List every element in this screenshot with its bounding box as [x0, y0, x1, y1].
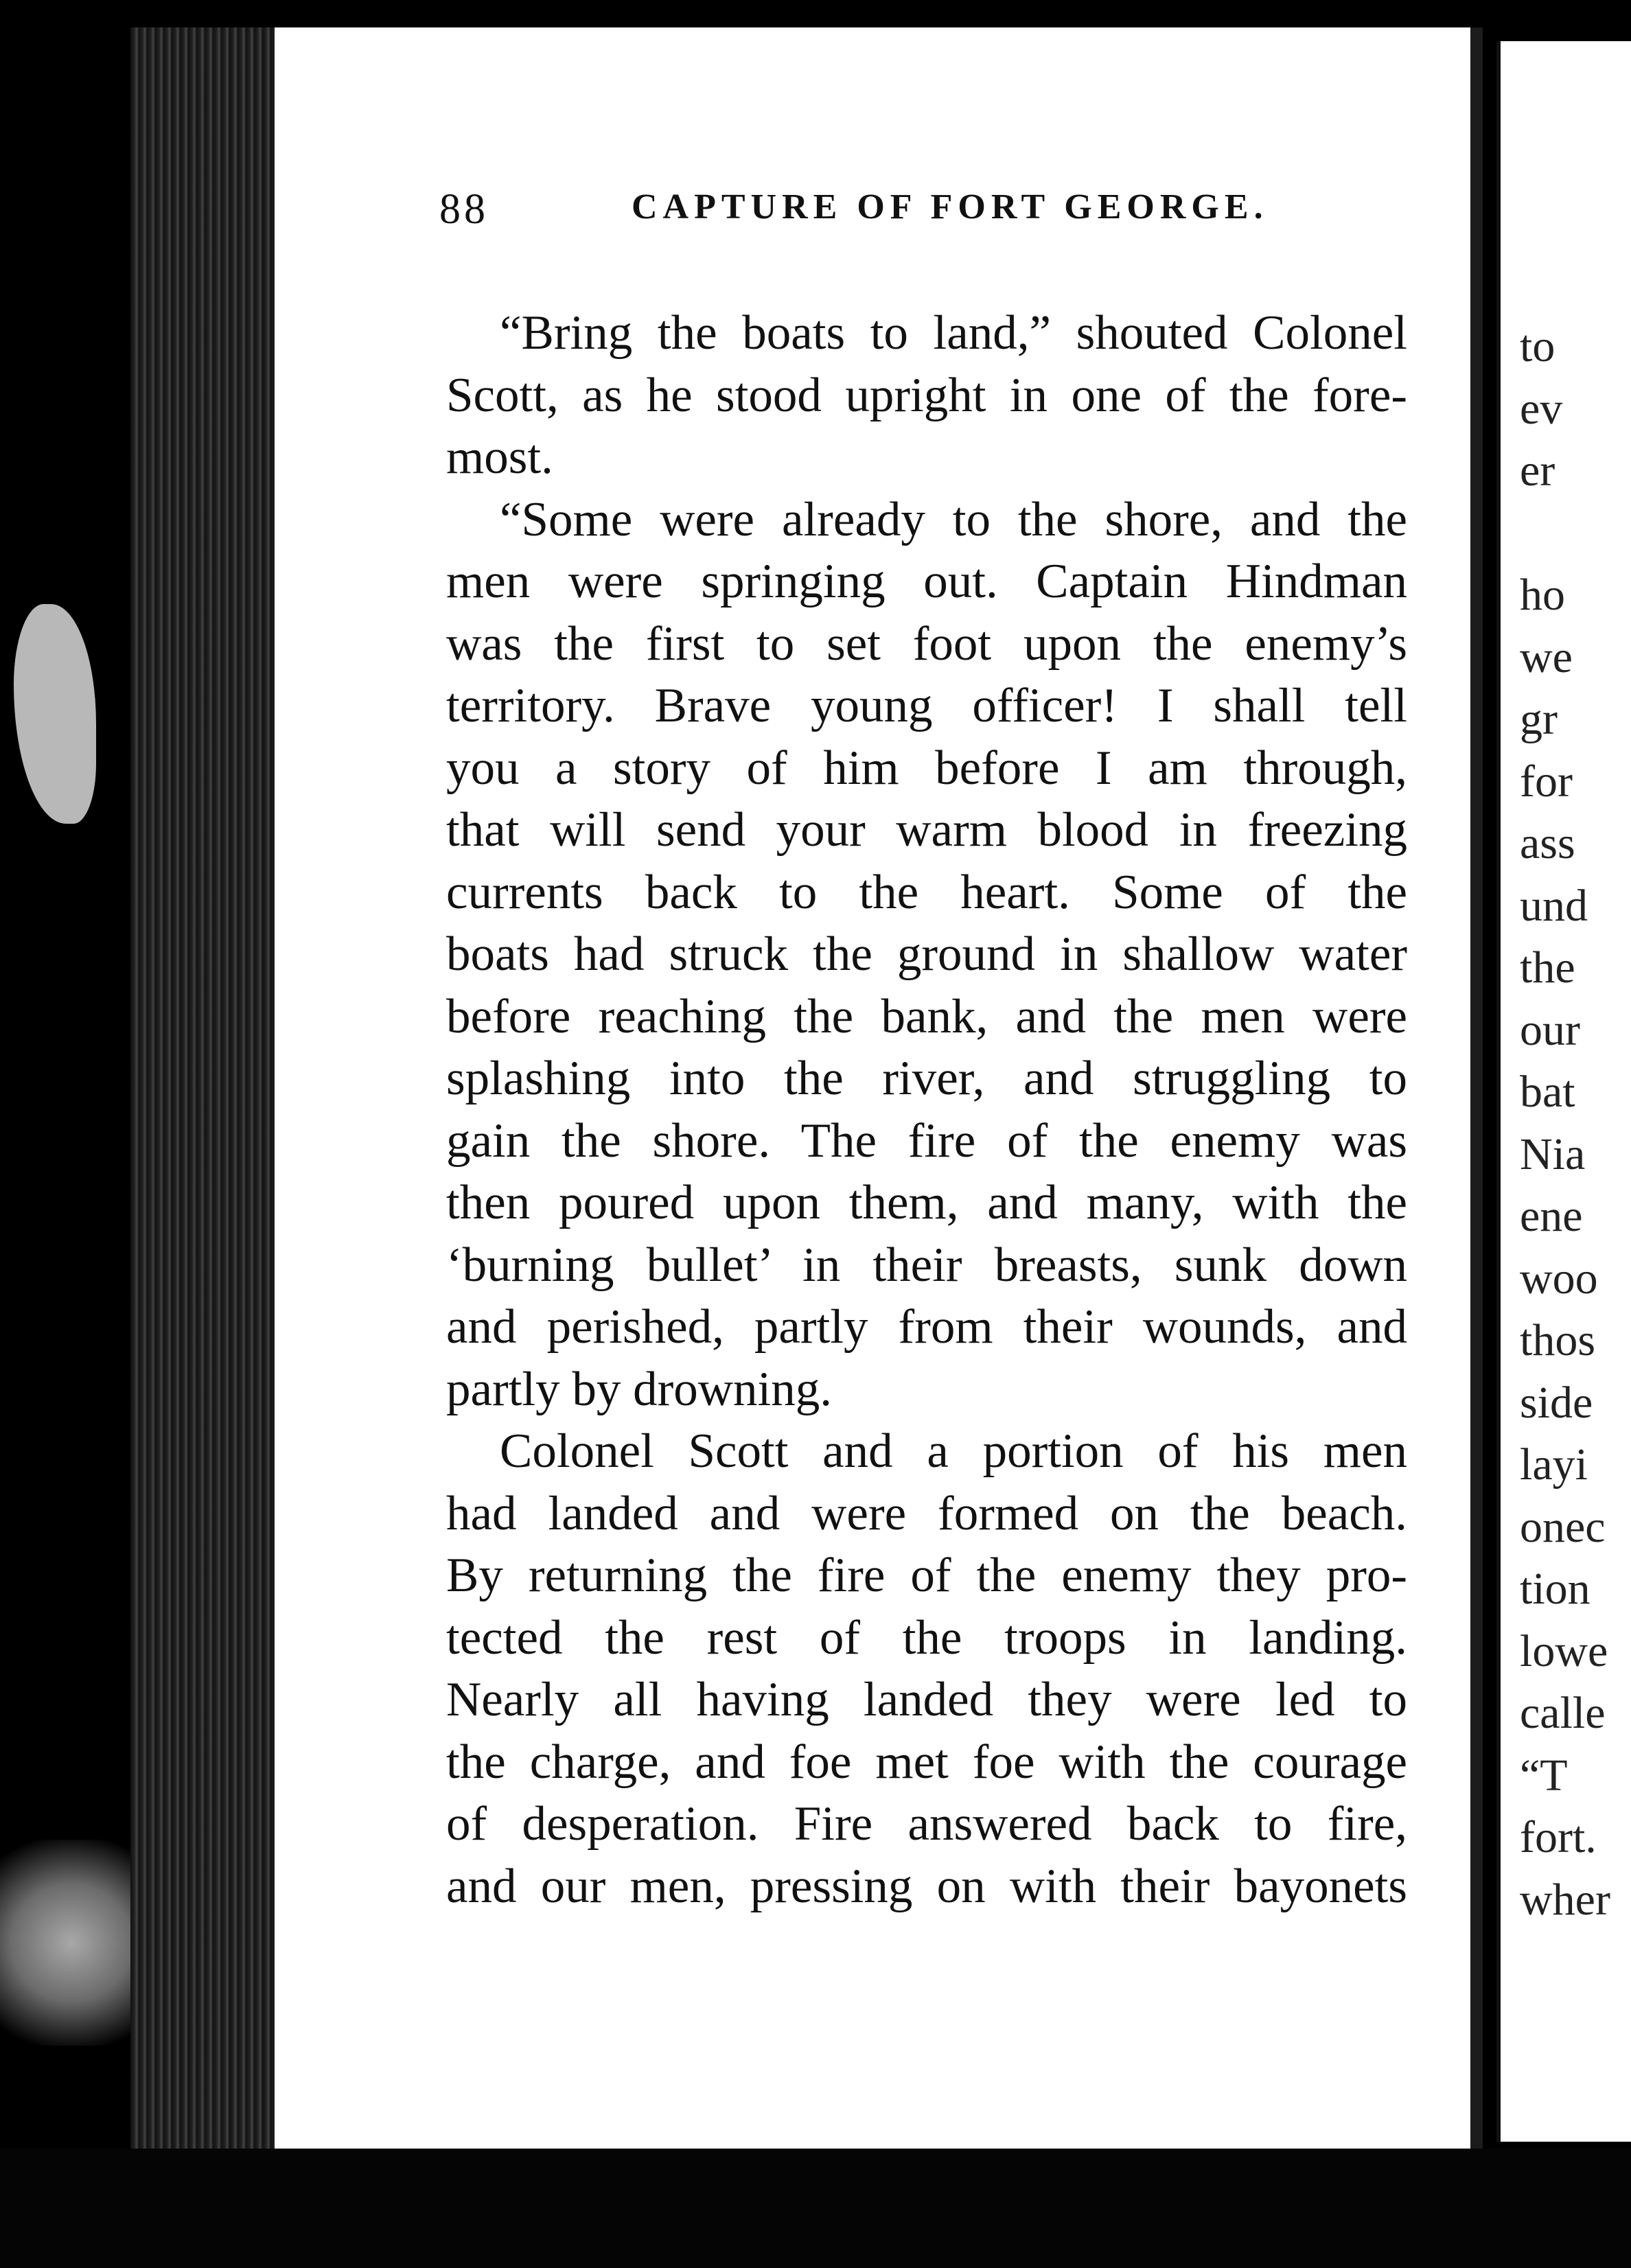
text-fragment: bat: [1520, 1067, 1575, 1117]
text-line: that will send your warm blood in freezing: [446, 803, 1407, 857]
text-line: gain the shore. The fire of the enemy was: [446, 1113, 1407, 1168]
text-line: and our men, pressing on with their bayonets: [446, 1859, 1407, 1913]
text-fragment: woo: [1520, 1253, 1598, 1304]
text-fragment: side: [1520, 1377, 1593, 1428]
text-fragment: ev: [1520, 383, 1563, 434]
text-fragment: er: [1520, 445, 1555, 496]
text-fragment: the: [1520, 942, 1575, 993]
text-line: Colonel Scott and a portion of his men: [500, 1424, 1407, 1478]
text-line: had landed and were formed on the beach.: [446, 1486, 1407, 1540]
text-fragment: our: [1520, 1004, 1580, 1055]
text-fragment: ass: [1520, 818, 1575, 868]
text-line: currents back to the heart. Some of the: [446, 865, 1407, 919]
text-line: then poured upon them, and many, with the: [446, 1176, 1407, 1229]
text-line: before reaching the bank, and the men were: [446, 989, 1407, 1043]
running-head: CAPTURE OF FORT GEORGE.: [632, 187, 1269, 227]
text-fragment: “T: [1520, 1750, 1568, 1801]
text-line: territory. Brave young officer! I shall tell: [446, 679, 1407, 732]
text-fragment: calle: [1520, 1688, 1606, 1738]
text-fragment: tion: [1520, 1564, 1590, 1614]
text-line: men were springing out. Captain Hindman: [446, 555, 1407, 608]
text-fragment: onec: [1520, 1501, 1606, 1552]
text-fragment: ene: [1520, 1191, 1583, 1241]
text-line: the charge, and foe met foe with the courage: [446, 1735, 1407, 1789]
text-fragment: for: [1520, 756, 1573, 807]
text-fragment: ho: [1520, 570, 1565, 620]
text-fragment: gr: [1520, 694, 1558, 744]
paper-stain: [14, 604, 96, 824]
text-fragment: lowe: [1520, 1625, 1608, 1676]
right-page-cropped: [1496, 41, 1631, 2142]
text-line: “Some were already to the shore, and the: [500, 492, 1407, 546]
text-fragment: Nia: [1520, 1129, 1586, 1179]
text-line: Scott, as he stood upright in one of the fore-: [446, 368, 1407, 422]
text-line: tected the rest of the troops in landing.: [446, 1610, 1407, 1665]
text-line: “Bring the boats to land,” shouted Colonel: [500, 306, 1407, 360]
text-line: Nearly all having landed they were led to: [446, 1673, 1407, 1726]
text-fragment: [1520, 502, 1631, 565]
text-fragment: to: [1520, 321, 1555, 371]
text-line: ‘burning bullet’ in their breasts, sunk down: [446, 1238, 1407, 1292]
text-line: of desperation. Fire answered back to fire,: [446, 1797, 1407, 1851]
right-page-text: [1520, 316, 1631, 1931]
text-fragment: wher: [1520, 1874, 1610, 1925]
text-fragment: fort.: [1520, 1812, 1597, 1862]
text-line: splashing into the river, and struggling to: [446, 1052, 1407, 1105]
text-line: was the first to set foot upon the enemy’s: [446, 616, 1407, 671]
text-fragment: layi: [1520, 1439, 1588, 1490]
text-line: you a story of him before I am through,: [446, 741, 1407, 795]
text-line: most.: [446, 430, 553, 484]
book-page-edges: [130, 27, 275, 2149]
text-fragment: thos: [1520, 1315, 1596, 1365]
body-text: [446, 302, 1407, 1917]
text-fragment: und: [1520, 880, 1588, 931]
page-header: [439, 185, 1366, 247]
text-fragment: we: [1520, 632, 1573, 682]
text-line: boats had struck the ground in shallow water: [446, 927, 1407, 981]
text-line: By returning the fire of the enemy they pro-: [446, 1549, 1407, 1602]
scan-bottom-border: [0, 2149, 1631, 2268]
left-page: [275, 27, 1483, 2149]
page-number: 88: [439, 186, 489, 233]
text-line: and perished, partly from their wounds, and: [446, 1300, 1407, 1354]
text-line: partly by drowning.: [446, 1362, 833, 1416]
